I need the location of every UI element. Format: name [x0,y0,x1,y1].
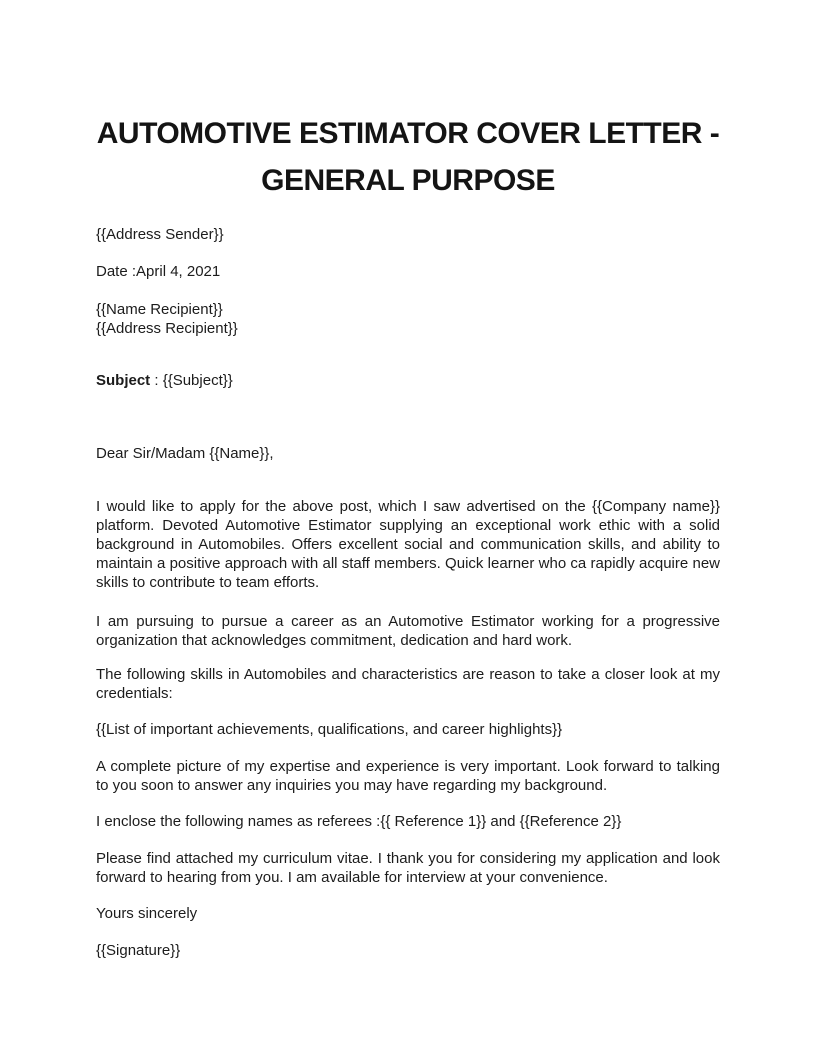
date-line: Date :April 4, 2021 [96,263,221,280]
body-paragraph-career-goal: I am pursuing to pursue a career as an Automotive Estimator working for a progressive organization that acknowledges commitment, dedication and hard work. [96,613,720,649]
subject-value-placeholder: : {{Subject}} [150,372,233,389]
salutation: Dear Sir/Madam {{Name}}, [96,445,274,462]
recipient-address-placeholder: {{Address Recipient}} [96,320,238,337]
achievements-list-placeholder: {{List of important achievements, qualifications, and career highlights}} [96,721,563,738]
letter-title [96,110,720,204]
signature-placeholder: {{Signature}} [96,942,181,959]
subject-line [96,371,720,390]
body-paragraph-intro: I would like to apply for the above post, which I saw advertised on the {{Company name}} platform. Devoted Automotive Estimator supplying an exceptional work ethic with a solid background in Automobiles. Offers excellent social and communication skills, and ability to maintain a positive approach with all staff members. Quick learner who ca rapidly acquire new skills to contribute to team efforts. [96,498,720,591]
recipient-block [96,300,720,338]
recipient-name-placeholder: {{Name Recipient}} [96,301,223,318]
body-paragraph-skills-lead: The following skills in Automobiles and characteristics are reason to take a closer look at my credentials: [96,666,720,702]
body-paragraph-expertise: A complete picture of my expertise and experience is very important. Look forward to talking to you soon to answer any inquiries you may have regarding my background. [96,758,720,794]
subject-label: Subject [96,372,151,389]
body-paragraph-referees: I enclose the following names as referees :{{ Reference 1}} and {{Reference 2}} [96,813,622,830]
sender-address-placeholder: {{Address Sender}} [96,226,224,243]
title-line-1: AUTOMOTIVE ESTIMATOR COVER LETTER - [96,117,720,150]
body-paragraph-cv-attached: Please find attached my curriculum vitae. I thank you for considering my application and look forward to hearing from you. I am available for interview at your convenience. [96,850,720,886]
closing-line: Yours sincerely [96,905,198,922]
title-line-2: GENERAL PURPOSE [261,164,555,197]
